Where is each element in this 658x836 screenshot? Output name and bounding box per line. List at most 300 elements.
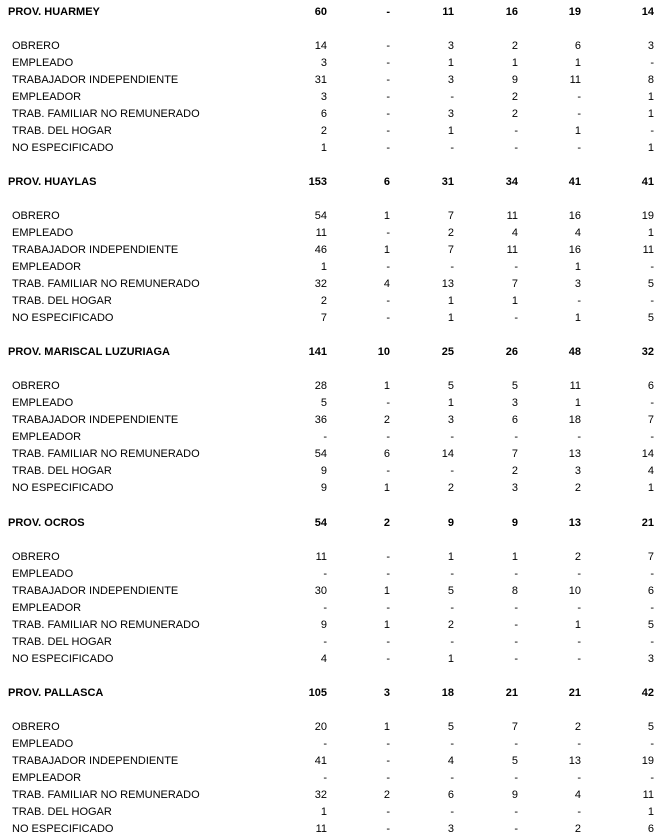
category-label: TRABAJADOR INDEPENDIENTE — [12, 585, 179, 597]
value-cell: 1 — [511, 551, 518, 563]
value-cell: 32 — [314, 789, 327, 801]
province-total-cell: 21 — [568, 687, 581, 699]
value-cell: 20 — [314, 721, 327, 733]
value-cell: - — [323, 602, 327, 614]
province-total-cell: 41 — [568, 176, 581, 188]
value-cell: - — [450, 772, 454, 784]
category-label: EMPLEADO — [12, 57, 74, 69]
value-cell: 4 — [447, 755, 454, 767]
category-label: TRAB. DEL HOGAR — [12, 636, 112, 648]
category-label: TRAB. FAMILIAR NO REMUNERADO — [12, 789, 200, 801]
value-cell: 41 — [314, 755, 327, 767]
category-label: EMPLEADO — [12, 738, 74, 750]
value-cell: 9 — [320, 482, 327, 494]
value-cell: - — [450, 568, 454, 580]
value-cell: 16 — [568, 210, 581, 222]
value-cell: - — [577, 602, 581, 614]
value-cell: 2 — [320, 295, 327, 307]
value-cell: 3 — [511, 482, 518, 494]
value-cell: 11 — [569, 74, 581, 86]
value-cell: - — [323, 636, 327, 648]
value-cell: 19 — [641, 210, 654, 222]
value-cell: 1 — [511, 57, 518, 69]
value-cell: - — [577, 738, 581, 750]
value-cell: 16 — [568, 244, 581, 256]
category-label: NO ESPECIFICADO — [12, 653, 114, 665]
province-total-cell: 105 — [308, 687, 327, 699]
value-cell: - — [650, 431, 654, 443]
category-label: EMPLEADO — [12, 227, 74, 239]
value-cell: 1 — [383, 210, 390, 222]
category-label: OBRERO — [12, 551, 60, 563]
value-cell: - — [450, 431, 454, 443]
value-cell: 11 — [315, 823, 327, 835]
value-cell: 1 — [574, 619, 581, 631]
value-cell: 1 — [574, 397, 581, 409]
value-cell: 2 — [574, 551, 581, 563]
value-cell: - — [386, 465, 390, 477]
province-name: PROV. MARISCAL LUZURIAGA — [8, 346, 170, 358]
value-cell: - — [577, 568, 581, 580]
value-cell: 1 — [447, 397, 454, 409]
table-row — [0, 90, 658, 104]
value-cell: 1 — [647, 227, 654, 239]
category-label: TRABAJADOR INDEPENDIENTE — [12, 414, 179, 426]
province-total-cell: 6 — [383, 176, 390, 188]
province-total-cell: 141 — [308, 346, 327, 358]
value-cell: 31 — [314, 74, 327, 86]
province-total-cell: 41 — [641, 176, 654, 188]
value-cell: 3 — [447, 74, 454, 86]
value-cell: 3 — [320, 91, 327, 103]
value-cell: - — [650, 261, 654, 273]
value-cell: 11 — [506, 244, 518, 256]
value-cell: 1 — [383, 380, 390, 392]
value-cell: 28 — [314, 380, 327, 392]
value-cell: 13 — [568, 448, 581, 460]
value-cell: 2 — [511, 108, 518, 120]
category-label: TRAB. FAMILIAR NO REMUNERADO — [12, 619, 200, 631]
value-cell: 36 — [314, 414, 327, 426]
table-row — [0, 311, 658, 325]
value-cell: - — [386, 772, 390, 784]
value-cell: - — [514, 312, 518, 324]
value-cell: - — [450, 806, 454, 818]
value-cell: - — [650, 568, 654, 580]
province-total-cell: 42 — [641, 687, 654, 699]
value-cell: - — [577, 108, 581, 120]
value-cell: - — [386, 431, 390, 443]
province-total-cell: 25 — [441, 346, 454, 358]
value-cell: - — [514, 261, 518, 273]
value-cell: - — [386, 806, 390, 818]
value-cell: 3 — [447, 823, 454, 835]
value-cell: - — [386, 653, 390, 665]
category-label: EMPLEADOR — [12, 772, 82, 784]
value-cell: 6 — [647, 823, 654, 835]
province-total-cell: - — [386, 6, 390, 18]
value-cell: - — [650, 772, 654, 784]
table-row — [0, 396, 658, 410]
value-cell: 6 — [447, 789, 454, 801]
value-cell: - — [577, 806, 581, 818]
value-cell: 1 — [647, 806, 654, 818]
value-cell: 9 — [511, 74, 518, 86]
province-total-cell: 10 — [377, 346, 390, 358]
table-row — [0, 73, 658, 87]
category-label: TRAB. DEL HOGAR — [12, 465, 112, 477]
value-cell: - — [386, 227, 390, 239]
value-cell: - — [386, 142, 390, 154]
value-cell: 11 — [315, 227, 327, 239]
value-cell: - — [514, 738, 518, 750]
value-cell: 46 — [314, 244, 327, 256]
value-cell: 4 — [574, 227, 581, 239]
value-cell: 5 — [647, 312, 654, 324]
category-label: NO ESPECIFICADO — [12, 482, 114, 494]
value-cell: 3 — [447, 40, 454, 52]
category-label: OBRERO — [12, 721, 60, 733]
value-cell: 3 — [647, 653, 654, 665]
value-cell: - — [386, 636, 390, 648]
value-cell: - — [386, 312, 390, 324]
value-cell: 1 — [447, 57, 454, 69]
table-row — [0, 226, 658, 240]
province-total-cell: 26 — [505, 346, 518, 358]
table-row — [0, 771, 658, 785]
value-cell: 3 — [511, 397, 518, 409]
value-cell: 18 — [568, 414, 581, 426]
table-row — [0, 209, 658, 223]
value-cell: 7 — [511, 721, 518, 733]
value-cell: 54 — [314, 210, 327, 222]
province-total-cell: 34 — [505, 176, 518, 188]
value-cell: 19 — [641, 755, 654, 767]
value-cell: 1 — [574, 125, 581, 137]
value-cell: - — [386, 755, 390, 767]
table-row — [0, 430, 658, 444]
value-cell: 7 — [511, 278, 518, 290]
value-cell: 5 — [647, 721, 654, 733]
category-label: OBRERO — [12, 380, 60, 392]
category-label: EMPLEADOR — [12, 261, 82, 273]
province-total-cell: 9 — [511, 517, 518, 529]
category-label: TRABAJADOR INDEPENDIENTE — [12, 244, 179, 256]
value-cell: 1 — [574, 57, 581, 69]
value-cell: - — [386, 91, 390, 103]
table-row — [0, 124, 658, 138]
value-cell: - — [514, 431, 518, 443]
table-row — [0, 720, 658, 734]
province-name: PROV. HUARMEY — [8, 6, 100, 18]
category-label: TRAB. DEL HOGAR — [12, 806, 112, 818]
category-label: TRABAJADOR INDEPENDIENTE — [12, 755, 179, 767]
value-cell: 11 — [642, 244, 654, 256]
value-cell: - — [577, 636, 581, 648]
value-cell: - — [386, 74, 390, 86]
value-cell: - — [514, 568, 518, 580]
value-cell: 14 — [641, 448, 654, 460]
value-cell: 5 — [647, 619, 654, 631]
value-cell: 5 — [511, 755, 518, 767]
value-cell: 7 — [447, 244, 454, 256]
value-cell: 1 — [383, 619, 390, 631]
category-label: EMPLEADO — [12, 397, 74, 409]
value-cell: - — [577, 431, 581, 443]
value-cell: - — [386, 125, 390, 137]
province-total-cell: 3 — [383, 687, 390, 699]
value-cell: 1 — [320, 806, 327, 818]
value-cell: 3 — [447, 414, 454, 426]
table-row — [0, 413, 658, 427]
value-cell: 5 — [447, 585, 454, 597]
table-row — [0, 107, 658, 121]
table-row — [0, 567, 658, 581]
table-row — [0, 788, 658, 802]
province-total-cell: 19 — [568, 6, 581, 18]
value-cell: - — [650, 738, 654, 750]
table-row — [0, 550, 658, 564]
value-cell: 2 — [383, 414, 390, 426]
value-cell: 1 — [511, 295, 518, 307]
category-label: TRAB. DEL HOGAR — [12, 295, 112, 307]
table-row — [0, 822, 658, 836]
value-cell: - — [577, 295, 581, 307]
value-cell: - — [450, 738, 454, 750]
table-row — [0, 294, 658, 308]
value-cell: 6 — [647, 380, 654, 392]
value-cell: - — [386, 568, 390, 580]
value-cell: 3 — [574, 465, 581, 477]
value-cell: 1 — [574, 261, 581, 273]
value-cell: - — [386, 551, 390, 563]
value-cell: - — [514, 653, 518, 665]
value-cell: - — [577, 91, 581, 103]
province-header-row — [0, 516, 658, 530]
province-header-row — [0, 5, 658, 19]
category-label: TRAB. FAMILIAR NO REMUNERADO — [12, 448, 200, 460]
value-cell: 6 — [320, 108, 327, 120]
value-cell: 9 — [511, 789, 518, 801]
table-row — [0, 584, 658, 598]
value-cell: 1 — [383, 482, 390, 494]
value-cell: 7 — [511, 448, 518, 460]
value-cell: 1 — [320, 142, 327, 154]
province-total-cell: 60 — [314, 6, 327, 18]
table-row — [0, 39, 658, 53]
value-cell: 1 — [383, 721, 390, 733]
value-cell: 2 — [447, 482, 454, 494]
value-cell: 7 — [647, 551, 654, 563]
value-cell: - — [323, 431, 327, 443]
value-cell: 5 — [447, 380, 454, 392]
value-cell: 11 — [315, 551, 327, 563]
value-cell: 3 — [447, 108, 454, 120]
province-total-cell: 54 — [314, 517, 327, 529]
value-cell: - — [386, 738, 390, 750]
table-row — [0, 277, 658, 291]
value-cell: 5 — [447, 721, 454, 733]
value-cell: - — [650, 636, 654, 648]
value-cell: 2 — [574, 823, 581, 835]
province-total-cell: 9 — [447, 517, 454, 529]
category-label: EMPLEADOR — [12, 91, 82, 103]
value-cell: 14 — [314, 40, 327, 52]
category-label: EMPLEADOR — [12, 602, 82, 614]
province-total-cell: 32 — [641, 346, 654, 358]
value-cell: 1 — [647, 91, 654, 103]
table-row — [0, 260, 658, 274]
value-cell: 2 — [511, 91, 518, 103]
value-cell: - — [386, 295, 390, 307]
value-cell: - — [386, 823, 390, 835]
category-label: TRAB. DEL HOGAR — [12, 125, 112, 137]
value-cell: - — [450, 465, 454, 477]
table-row — [0, 754, 658, 768]
table-row — [0, 56, 658, 70]
value-cell: 13 — [568, 755, 581, 767]
value-cell: 13 — [441, 278, 454, 290]
category-label: NO ESPECIFICADO — [12, 142, 114, 154]
value-cell: - — [650, 295, 654, 307]
value-cell: 9 — [320, 465, 327, 477]
value-cell: 11 — [506, 210, 518, 222]
value-cell: - — [386, 602, 390, 614]
value-cell: - — [514, 806, 518, 818]
table-row — [0, 737, 658, 751]
value-cell: 11 — [569, 380, 581, 392]
value-cell: 5 — [647, 278, 654, 290]
value-cell: - — [514, 142, 518, 154]
value-cell: - — [650, 57, 654, 69]
table-row — [0, 652, 658, 666]
value-cell: - — [514, 823, 518, 835]
value-cell: 6 — [647, 585, 654, 597]
value-cell: - — [386, 108, 390, 120]
table-row — [0, 635, 658, 649]
value-cell: 4 — [511, 227, 518, 239]
province-total-cell: 21 — [505, 687, 518, 699]
value-cell: 1 — [647, 482, 654, 494]
value-cell: - — [323, 568, 327, 580]
value-cell: 6 — [574, 40, 581, 52]
table-row — [0, 481, 658, 495]
value-cell: 2 — [511, 40, 518, 52]
province-name: PROV. OCROS — [8, 517, 85, 529]
category-label: OBRERO — [12, 40, 60, 52]
value-cell: 2 — [447, 227, 454, 239]
value-cell: 7 — [647, 414, 654, 426]
value-cell: 1 — [447, 295, 454, 307]
category-label: TRAB. FAMILIAR NO REMUNERADO — [12, 108, 200, 120]
value-cell: - — [577, 653, 581, 665]
value-cell: 1 — [574, 312, 581, 324]
value-cell: - — [450, 261, 454, 273]
value-cell: 9 — [320, 619, 327, 631]
province-name: PROV. HUAYLAS — [8, 176, 97, 188]
province-total-cell: 153 — [308, 176, 327, 188]
value-cell: 7 — [447, 210, 454, 222]
value-cell: 14 — [441, 448, 454, 460]
value-cell: 11 — [642, 789, 654, 801]
province-total-cell: 13 — [568, 517, 581, 529]
category-label: EMPLEADOR — [12, 431, 82, 443]
value-cell: 2 — [574, 721, 581, 733]
category-label: OBRERO — [12, 210, 60, 222]
value-cell: 4 — [574, 789, 581, 801]
value-cell: 1 — [447, 551, 454, 563]
value-cell: - — [386, 57, 390, 69]
value-cell: 32 — [314, 278, 327, 290]
value-cell: - — [450, 602, 454, 614]
table-row — [0, 464, 658, 478]
value-cell: 4 — [383, 278, 390, 290]
value-cell: 6 — [383, 448, 390, 460]
value-cell: - — [577, 142, 581, 154]
category-label: NO ESPECIFICADO — [12, 823, 114, 835]
province-total-cell: 14 — [641, 6, 654, 18]
category-label: NO ESPECIFICADO — [12, 312, 114, 324]
value-cell: 5 — [511, 380, 518, 392]
table-row — [0, 447, 658, 461]
value-cell: 1 — [383, 585, 390, 597]
category-label: TRABAJADOR INDEPENDIENTE — [12, 74, 179, 86]
value-cell: 7 — [320, 312, 327, 324]
value-cell: - — [650, 602, 654, 614]
value-cell: 1 — [447, 312, 454, 324]
value-cell: - — [386, 261, 390, 273]
table-row — [0, 618, 658, 632]
value-cell: - — [450, 142, 454, 154]
value-cell: 1 — [647, 142, 654, 154]
value-cell: - — [514, 619, 518, 631]
value-cell: - — [650, 397, 654, 409]
value-cell: - — [514, 125, 518, 137]
value-cell: - — [514, 602, 518, 614]
value-cell: 30 — [314, 585, 327, 597]
value-cell: 6 — [511, 414, 518, 426]
value-cell: 4 — [320, 653, 327, 665]
value-cell: 3 — [647, 40, 654, 52]
value-cell: 2 — [447, 619, 454, 631]
table-row — [0, 379, 658, 393]
value-cell: - — [650, 125, 654, 137]
value-cell: 1 — [447, 653, 454, 665]
value-cell: 8 — [647, 74, 654, 86]
value-cell: 1 — [647, 108, 654, 120]
value-cell: 3 — [320, 57, 327, 69]
category-label: TRAB. FAMILIAR NO REMUNERADO — [12, 278, 200, 290]
value-cell: - — [386, 397, 390, 409]
province-header-row — [0, 175, 658, 189]
value-cell: 1 — [447, 125, 454, 137]
province-total-cell: 11 — [442, 6, 454, 18]
table-row — [0, 243, 658, 257]
value-cell: 2 — [383, 789, 390, 801]
value-cell: 2 — [574, 482, 581, 494]
value-cell: 3 — [574, 278, 581, 290]
value-cell: - — [577, 772, 581, 784]
province-total-cell: 48 — [568, 346, 581, 358]
province-total-cell: 18 — [441, 687, 454, 699]
province-total-cell: 2 — [383, 517, 390, 529]
province-total-cell: 31 — [441, 176, 454, 188]
value-cell: - — [514, 636, 518, 648]
value-cell: 2 — [511, 465, 518, 477]
value-cell: - — [514, 772, 518, 784]
value-cell: - — [450, 636, 454, 648]
table-row — [0, 141, 658, 155]
